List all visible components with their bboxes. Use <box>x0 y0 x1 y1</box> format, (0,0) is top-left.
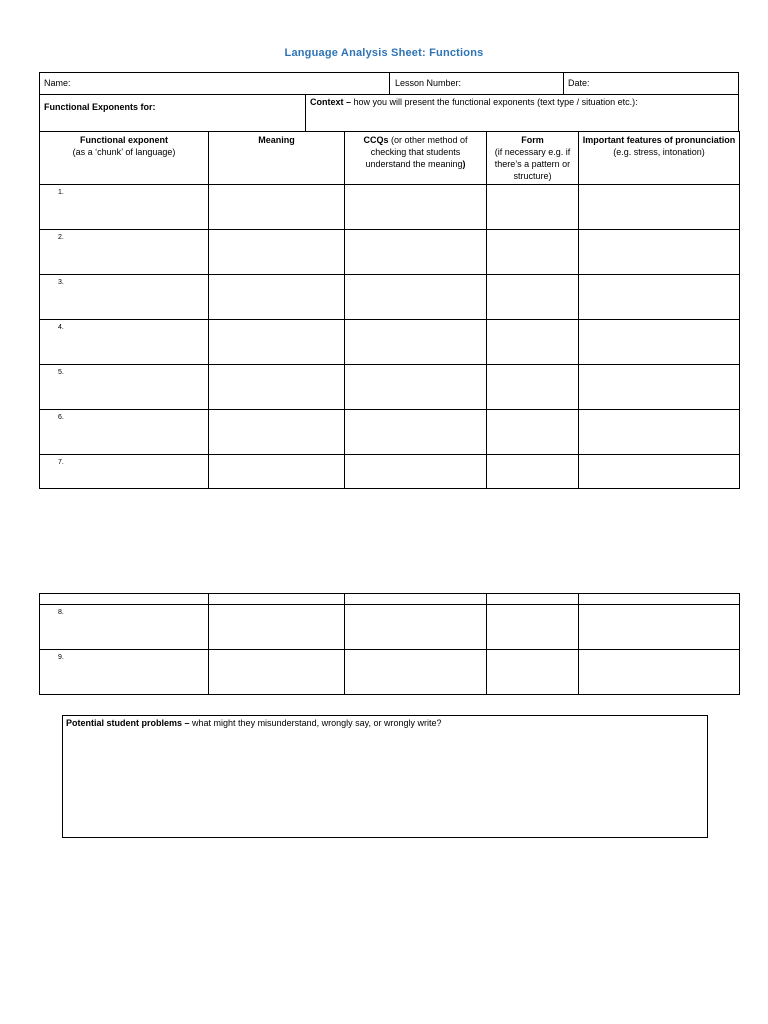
table-row <box>40 365 740 410</box>
row-number: 1. <box>40 185 209 230</box>
table-row <box>40 275 740 320</box>
lesson-number-label: Lesson Number: <box>395 78 462 88</box>
functional-exponents-label: Functional Exponents for: <box>44 102 156 112</box>
table-cell[interactable] <box>487 455 579 489</box>
table-cell[interactable] <box>579 455 740 489</box>
table-cell <box>579 594 740 605</box>
table-row <box>40 605 740 650</box>
context-label <box>310 97 730 108</box>
table-cell[interactable] <box>209 365 345 410</box>
col1-sub: (as a ‘chunk’ of language) <box>72 147 176 157</box>
context-bold: Context – <box>310 97 352 107</box>
row-number: 7. <box>40 455 209 489</box>
table-cell[interactable] <box>345 320 487 365</box>
table-cell[interactable] <box>209 275 345 320</box>
table-cell[interactable] <box>209 410 345 455</box>
col-form <box>487 132 579 185</box>
table-cell[interactable] <box>487 275 579 320</box>
divider <box>389 73 390 94</box>
col5-bold: Important features of pronunciation <box>582 135 736 145</box>
col3-bold: CCQs <box>363 135 389 145</box>
table-header-row <box>40 132 740 185</box>
col-meaning <box>209 132 345 185</box>
table-cell[interactable] <box>345 365 487 410</box>
table-cell[interactable] <box>209 230 345 275</box>
row-number: 5. <box>40 365 209 410</box>
table-header-row-empty <box>40 594 740 605</box>
table-cell[interactable] <box>209 605 345 650</box>
row-number: 9. <box>40 650 209 695</box>
table-cell[interactable] <box>345 410 487 455</box>
table-cell[interactable] <box>579 605 740 650</box>
table-cell[interactable] <box>487 320 579 365</box>
table-cell[interactable] <box>579 275 740 320</box>
table-cell[interactable] <box>345 230 487 275</box>
header-block <box>39 72 739 132</box>
header-row-top <box>40 73 738 95</box>
table-cell[interactable] <box>579 230 740 275</box>
table-cell[interactable] <box>487 605 579 650</box>
table-cell[interactable] <box>487 365 579 410</box>
analysis-table <box>39 131 740 489</box>
table-cell[interactable] <box>579 320 740 365</box>
row-number: 8. <box>40 605 209 650</box>
col-ccqs <box>345 132 487 185</box>
table-cell[interactable] <box>209 650 345 695</box>
table-cell <box>40 594 209 605</box>
table-row <box>40 455 740 489</box>
problems-bold: Potential student problems – <box>66 718 190 728</box>
table-cell[interactable] <box>345 455 487 489</box>
page-title: Language Analysis Sheet: Functions <box>284 47 484 59</box>
row-number: 6. <box>40 410 209 455</box>
table-cell[interactable] <box>579 410 740 455</box>
table-cell <box>345 594 487 605</box>
row-number: 4. <box>40 320 209 365</box>
table-cell[interactable] <box>345 605 487 650</box>
table-cell[interactable] <box>487 410 579 455</box>
divider <box>563 73 564 94</box>
name-label: Name: <box>44 78 71 88</box>
table-cell[interactable] <box>487 650 579 695</box>
table-cell[interactable] <box>345 185 487 230</box>
table-row <box>40 230 740 275</box>
col4-bold: Form <box>521 135 544 145</box>
divider <box>305 95 306 131</box>
table-cell[interactable] <box>487 230 579 275</box>
student-problems-box[interactable] <box>62 715 708 838</box>
col-pronunciation <box>579 132 740 185</box>
table-cell[interactable] <box>579 365 740 410</box>
table-cell[interactable] <box>487 185 579 230</box>
problems-text: what might they misunderstand, wrongly say, or wrongly write? <box>189 718 442 728</box>
table-cell[interactable] <box>209 185 345 230</box>
date-label: Date: <box>568 78 590 88</box>
col3-text: (or other method of checking that students understand the meaning <box>365 135 468 169</box>
table-cell[interactable] <box>345 275 487 320</box>
col2-bold: Meaning <box>258 135 295 145</box>
table-cell[interactable] <box>579 185 740 230</box>
context-text: how you will present the functional exponents (text type / situation etc.): <box>351 97 638 107</box>
analysis-table-continued <box>39 593 740 695</box>
row-number: 3. <box>40 275 209 320</box>
table-cell[interactable] <box>209 320 345 365</box>
col3-close: ) <box>462 159 466 169</box>
col-functional-exponent <box>40 132 209 185</box>
table-cell[interactable] <box>579 650 740 695</box>
table-cell <box>487 594 579 605</box>
table-cell[interactable] <box>209 455 345 489</box>
col1-bold: Functional exponent <box>79 135 168 145</box>
col5-sub: (e.g. stress, intonation) <box>613 147 705 157</box>
table-cell <box>209 594 345 605</box>
table-row <box>40 185 740 230</box>
table-row <box>40 410 740 455</box>
col4-sub: (if necessary e.g. if there’s a pattern or structure) <box>494 147 571 181</box>
table-row <box>40 320 740 365</box>
table-row <box>40 650 740 695</box>
table-cell[interactable] <box>345 650 487 695</box>
row-number: 2. <box>40 230 209 275</box>
